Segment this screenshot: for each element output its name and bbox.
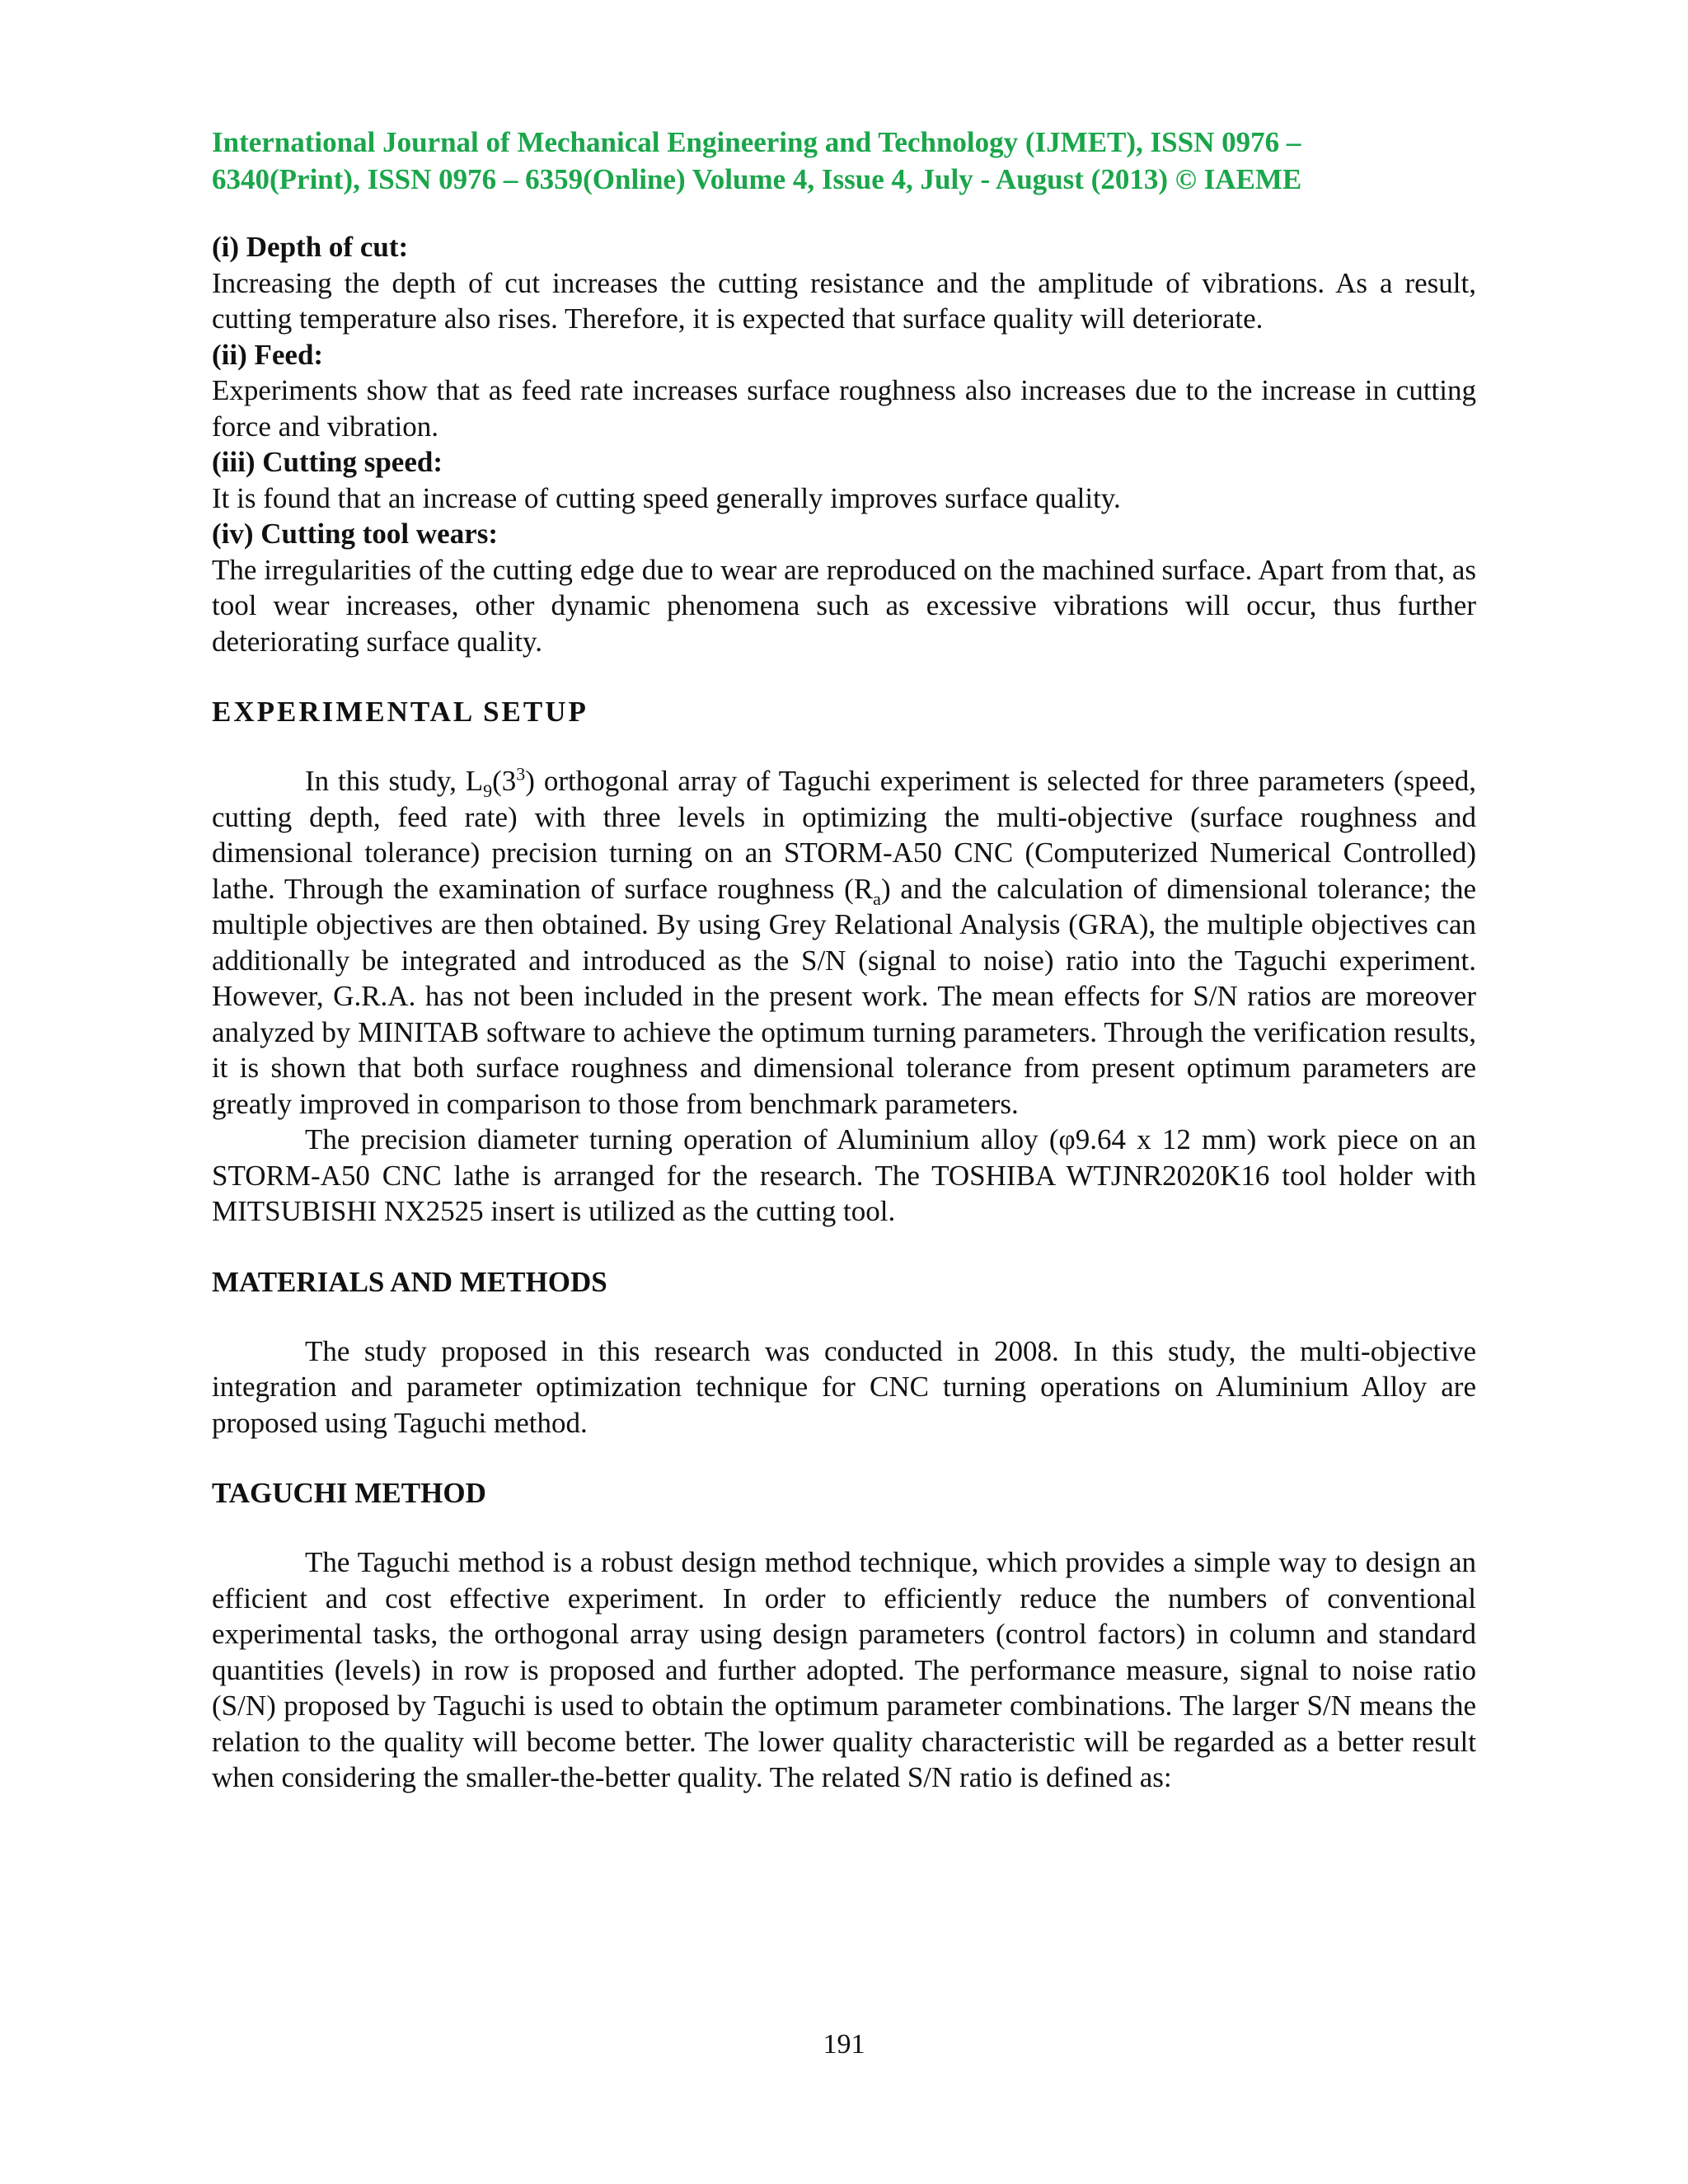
experimental-setup-heading: EXPERIMENTAL SETUP bbox=[212, 696, 588, 728]
cutting-factors-section bbox=[212, 229, 1476, 659]
page-number: 191 bbox=[823, 2029, 865, 2060]
cutting-speed-heading: (iii) Cutting speed: bbox=[212, 446, 443, 478]
taguchi-method-heading: TAGUCHI METHOD bbox=[212, 1477, 486, 1509]
feed-text: Experiments show that as feed rate increases surface roughness also increases due to the increase in cutting force and vibration. bbox=[212, 374, 1476, 443]
experimental-setup-section bbox=[212, 694, 1476, 1230]
page-body bbox=[212, 124, 1476, 1796]
journal-header-line-2: 6340(Print), ISSN 0976 – 6359(Online) Volume 4, Issue 4, July - August (2013) © IAEME bbox=[212, 163, 1302, 195]
taguchi-method-section bbox=[212, 1475, 1476, 1796]
materials-methods-heading: MATERIALS AND METHODS bbox=[212, 1265, 607, 1298]
cutting-speed-text: It is found that an increase of cutting speed generally improves surface quality. bbox=[212, 481, 1121, 514]
depth-of-cut-text: Increasing the depth of cut increases the cutting resistance and the amplitude of vibrations. As a result, cutting temperature also rises. Therefore, it is expected that surface quality will deteriorate. bbox=[212, 266, 1476, 335]
feed-heading: (ii) Feed: bbox=[212, 338, 324, 371]
journal-header-line-1: International Journal of Mechanical Engineering and Technology (IJMET), ISSN 0976 – bbox=[212, 126, 1301, 158]
tool-wear-text: The irregularities of the cutting edge due to wear are reproduced on the machined surface. Apart from that, as tool wear increases, other dynamic phenomena such as excessive vibrations will occur, thus further deteriorating surface quality. bbox=[212, 553, 1476, 658]
materials-methods-paragraph: The study proposed in this research was conducted in 2008. In this study, the multi-objective integration and parameter optimization technique for CNC turning operations on Aluminium Alloy are proposed using Taguchi method. bbox=[212, 1334, 1476, 1439]
experimental-setup-paragraph-1: In this study, $L_9(3^3)$ orthogonal array of Taguchi experiment is selected for three parameters (speed, cutting depth, feed rate) with three levels in optimizing the multi-objective (surface roughness and dimensional tolerance) precision turning on an STORM-A50 CNC (Computerized Numerical Controlled) lathe. Through the examination of surface roughness $(R_a)$ and the calculation of dimensional tolerance; the multiple objectives are then obtained. By using Grey Relational Analysis (GRA), the multiple objectives can additionally be integrated and introduced as the S/N (signal to noise) ratio into the Taguchi experiment. However, G.R.A. has not been included in the present work. The mean effects for S/N ratios are moreover analyzed by MINITAB software to achieve the optimum turning parameters. Through the verification results, it is shown that both surface roughness and dimensional tolerance from present optimum parameters are greatly improved in comparison to those from benchmark parameters. bbox=[212, 763, 1476, 1120]
materials-methods-section bbox=[212, 1264, 1476, 1441]
tool-wear-heading: (iv) Cutting tool wears: bbox=[212, 518, 499, 550]
taguchi-method-paragraph: The Taguchi method is a robust design method technique, which provides a simple way to design an efficient and cost effective experiment. In order to efficiently reduce the numbers of conventional experimental tasks, the orthogonal array using design parameters (control factors) in column and standard quantities (levels) in row is proposed and further adopted. The performance measure, signal to noise ratio (S/N) proposed by Taguchi is used to obtain the optimum parameter combinations. The larger S/N means the relation to the quality will become better. The lower quality characteristic will be regarded as a better result when considering the smaller-the-better quality. The related S/N ratio is defined as: bbox=[212, 1546, 1476, 1793]
journal-header bbox=[212, 124, 1476, 198]
experimental-setup-paragraph-2: The precision diameter turning operation of Aluminium alloy (φ9.64 x 12 mm) work piece on an STORM-A50 CNC lathe is arranged for the research. The TOSHIBA WTJNR2020K16 tool holder with MITSUBISHI NX2525 insert is utilized as the cutting tool. bbox=[212, 1123, 1476, 1227]
depth-of-cut-heading: (i) Depth of cut: bbox=[212, 231, 409, 263]
